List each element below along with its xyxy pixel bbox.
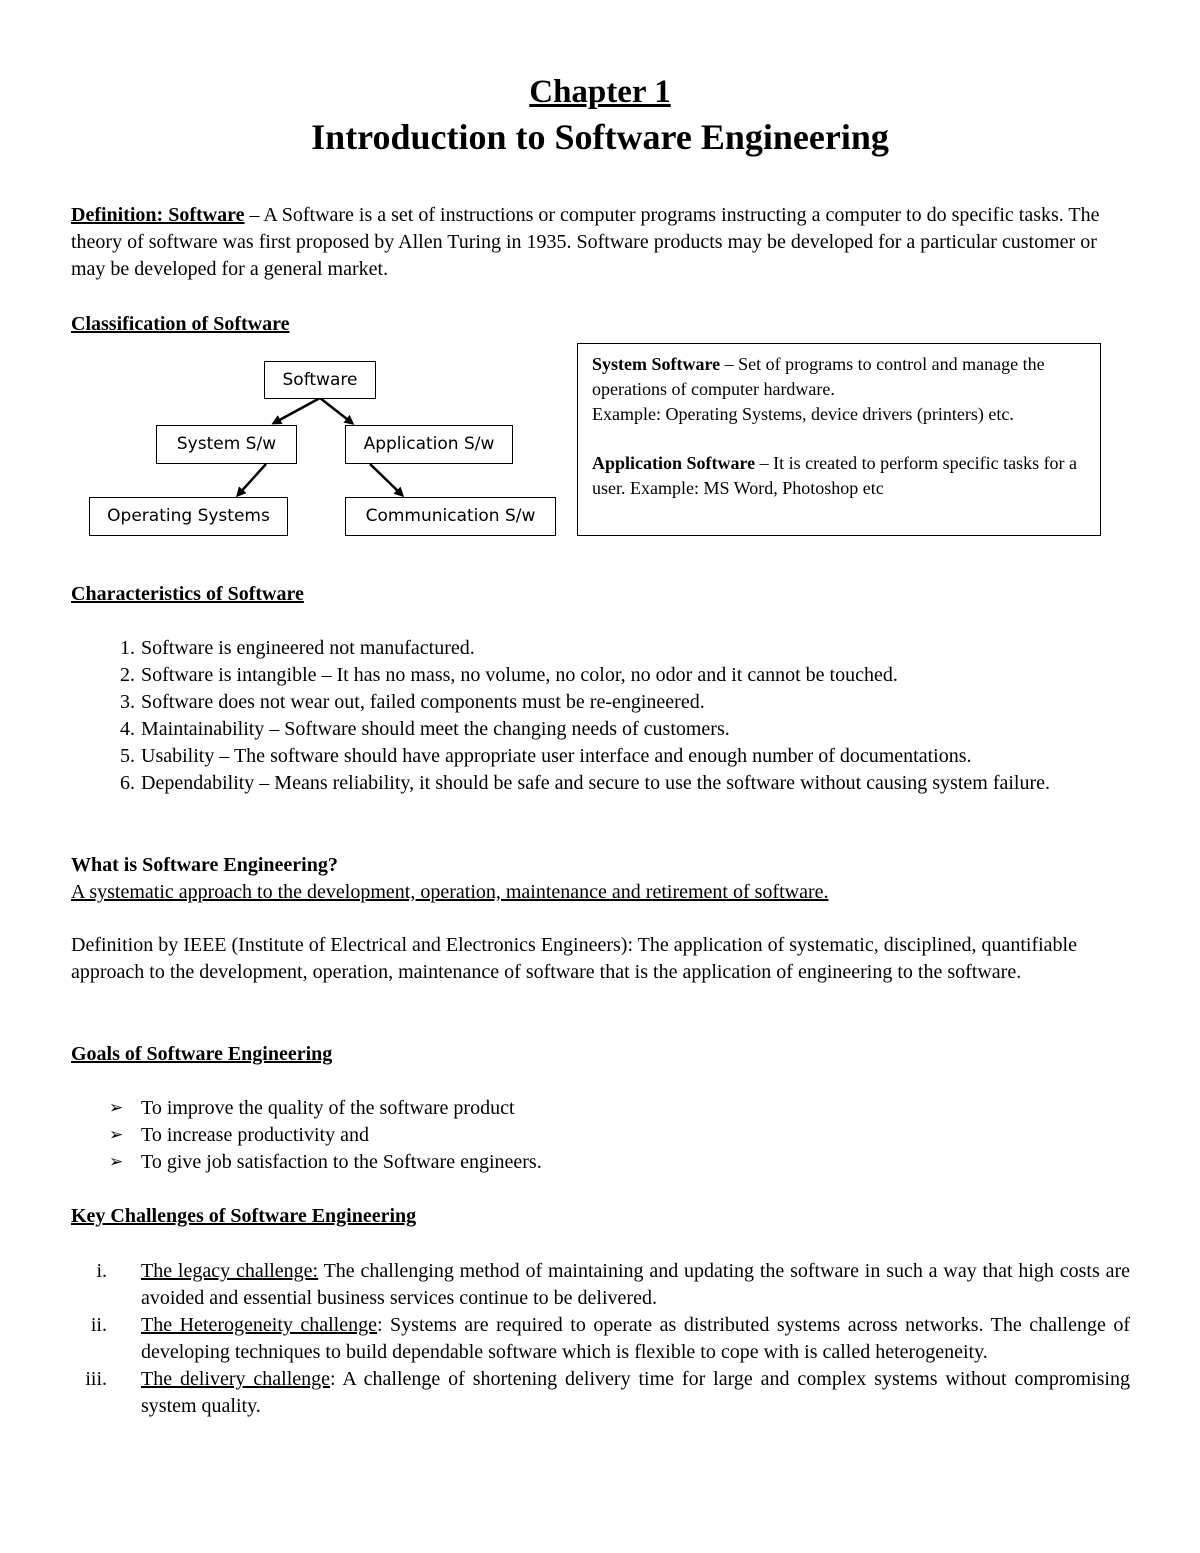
what-is-heading: What is Software Engineering? bbox=[71, 854, 338, 876]
application-software-label: Application Software bbox=[592, 453, 756, 473]
characteristics-heading: Characteristics of Software bbox=[71, 583, 304, 605]
page-title: Introduction to Software Engineering bbox=[311, 117, 889, 157]
arrow-to-system bbox=[274, 398, 320, 423]
list-item: iii. The delivery challenge: A challenge of shortening delivery time for large and complex systems without compromising system quality. bbox=[85, 1368, 1130, 1417]
list-item: 1. Software is engineered not manufactured. bbox=[120, 637, 475, 659]
arrow-bullet-icon: ➢ bbox=[109, 1098, 124, 1118]
what-is-answer: A systematic approach to the development, operation, maintenance and retirement of software. bbox=[71, 881, 829, 903]
system-software-desc: System Software – Set of programs to control and manage the operations of computer hardware. bbox=[592, 354, 1045, 399]
goals-list bbox=[71, 1095, 1151, 1176]
node-application-sw: Application S/w bbox=[345, 425, 513, 464]
arrow-to-communication bbox=[370, 464, 402, 495]
arrow-bullet-icon: ➢ bbox=[109, 1152, 124, 1172]
node-communication-sw: Communication S/w bbox=[345, 497, 556, 536]
application-software-desc: Application Software – It is created to perform specific tasks for a user. Example: MS Word, Photoshop etc bbox=[592, 453, 1078, 498]
chapter-heading: Chapter 1 bbox=[529, 74, 671, 110]
arrow-to-operating-systems bbox=[238, 464, 266, 495]
list-item: ➢ To improve the quality of the software product bbox=[71, 1095, 1151, 1122]
definition-text: – A Software is a set of instructions or computer programs instructing a computer to do specific tasks. The theory of software was first proposed by Allen Turing in 1935. Software products may be developed for a particular customer or may be developed for a general market. bbox=[71, 204, 1100, 280]
challenge-label: The Heterogeneity challenge bbox=[141, 1314, 377, 1336]
list-item: ➢ To increase productivity and bbox=[71, 1122, 1151, 1149]
arrow-to-application bbox=[320, 398, 352, 423]
node-software: Software bbox=[264, 361, 376, 399]
definition-label: Definition: Software bbox=[71, 204, 245, 226]
classification-heading: Classification of Software bbox=[71, 313, 290, 335]
challenge-label: The legacy challenge: bbox=[141, 1260, 319, 1282]
list-item: i. The legacy challenge: The challenging method of maintaining and updating the software in such a way that high costs are avoided and essential business services continue to be delivered. bbox=[96, 1260, 1130, 1309]
list-item: 6. Dependability – Means reliability, it should be safe and secure to use the software without causing system failure. bbox=[120, 772, 1051, 794]
system-software-label: System Software bbox=[592, 354, 721, 374]
list-item: 2. Software is intangible – It has no mass, no volume, no color, no odor and it cannot be touched. bbox=[120, 664, 898, 686]
challenges-list bbox=[71, 1258, 1130, 1420]
list-item: 4. Maintainability – Software should meet the changing needs of customers. bbox=[120, 718, 730, 740]
system-software-example: Example: Operating Systems, device drivers (printers) etc. bbox=[592, 404, 1014, 424]
node-system-sw: System S/w bbox=[156, 425, 297, 464]
challenge-label: The delivery challenge bbox=[141, 1368, 331, 1390]
list-item: 3. Software does not wear out, failed components must be re-engineered. bbox=[120, 691, 705, 713]
ieee-definition: Definition by IEEE (Institute of Electrical and Electronics Engineers): The application of systematic, disciplined, quantifiable approach to the development, operation, maintenance of software that is the application of engineering to the software. bbox=[71, 934, 1077, 983]
list-item: ➢ To give job satisfaction to the Software engineers. bbox=[71, 1149, 1151, 1176]
arrow-bullet-icon: ➢ bbox=[109, 1125, 124, 1145]
node-operating-systems: Operating Systems bbox=[89, 497, 288, 536]
characteristics-list bbox=[71, 635, 1151, 797]
software-types-box bbox=[577, 343, 1101, 536]
goals-heading: Goals of Software Engineering bbox=[71, 1043, 333, 1065]
list-item: 5. Usability – The software should have appropriate user interface and enough number of documentations. bbox=[120, 745, 972, 767]
list-item: ii. The Heterogeneity challenge: Systems are required to operate as distributed systems across networks. The challenge of developing techniques to build dependable software which is flexible to cope with is called heterogeneity. bbox=[90, 1314, 1131, 1363]
challenges-heading: Key Challenges of Software Engineering bbox=[71, 1205, 417, 1227]
